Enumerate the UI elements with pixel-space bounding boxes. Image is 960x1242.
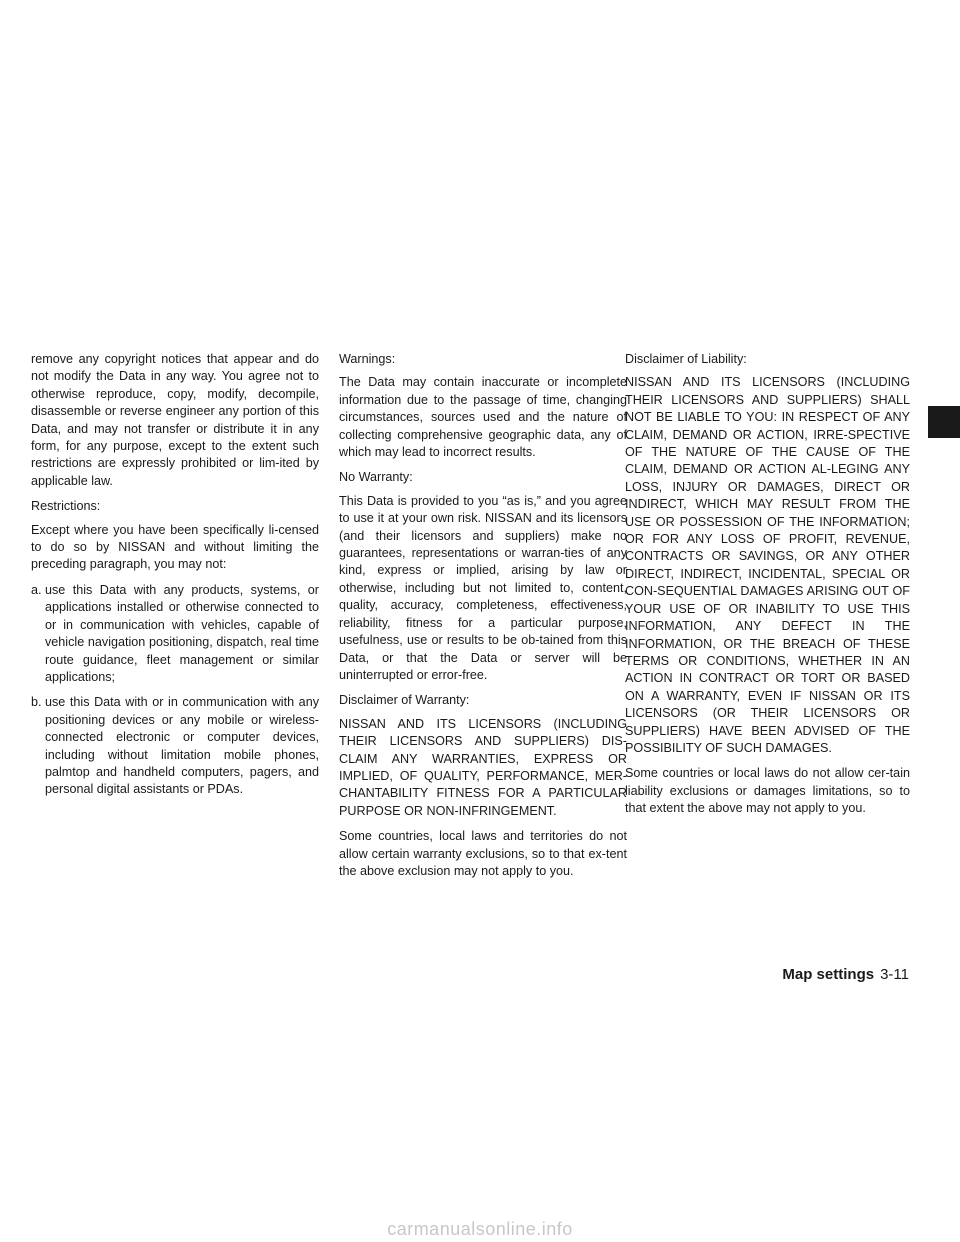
page-footer (782, 966, 909, 983)
list-item-a (31, 582, 319, 686)
list-marker: b. (31, 695, 42, 710)
paragraph-some-countries-warranty: Some countries, local laws and territories do not allow certain warranty exclusions, so to that ex-tent the above exclusion may not apply to you. (339, 829, 627, 878)
watermark: carmanualsonline.info (387, 1219, 573, 1239)
paragraph-warnings: The Data may contain inaccurate or incomplete information due to the passage of time, changing circumstances, sources used and the nature of collecting comprehensive geographic data, any of which may lead to incorrect results. (339, 375, 627, 460)
footer-section-title: Map settings (782, 966, 875, 983)
column-1 (31, 351, 319, 807)
paragraph-some-countries-liability: Some countries or local laws do not allow cer-tain liability exclusions or damages limitations, so to that extent the above may not apply to you. (625, 766, 910, 816)
list-item-b (31, 694, 319, 798)
column-2 (339, 351, 627, 888)
heading-no-warranty: No Warranty: (339, 470, 413, 485)
heading-restrictions: Restrictions: (31, 499, 101, 514)
paragraph-liability: NISSAN AND ITS LICENSORS (INCLUDING THEIR LICENSORS AND SUPPLIERS) SHALL NOT BE LIABLE TO YOU: IN RESPECT OF ANY CLAIM, DEMAND OR ACTION, IRRE-SPECTIVE OF THE NATURE OF THE CAUSE OF THE CLAIM, DEMAND OR ACTION AL-LEGING ANY LOSS, INJURY OR DAMAGES, DIRECT OR INDIRECT, WHICH MAY RESULT FROM THE USE OR POSSESSION OF THE INFORMATION; OR FOR ANY LOSS OF PROFIT, REVENUE, CONTRACTS OR SAVINGS, OR ANY OTHER DIRECT, INDIRECT, INCIDENTAL, SPECIAL OR CON-SEQUENTIAL DAMAGES ARISING OUT OF YOUR USE OF OR INABILITY TO USE THIS INFORMATION, ANY DEFECT IN THE INFORMATION, OR THE BREACH OF THESE TERMS OR CONDITIONS, WHETHER IN AN ACTION IN CONTRACT OR TORT OR BASED ON A WARRANTY, EVEN IF NISSAN OR ITS LICENSORS (OR THEIR LICENSORS OR SUPPLIERS) HAVE BEEN ADVISED OF THE POSSIBILITY OF SUCH DAMAGES. (625, 375, 910, 755)
paragraph-copyright: remove any copyright notices that appear and do not modify the Data in any way. You agree not to otherwise reproduce, copy, modify, decompile, disassemble or reverse engineer any portion of this Data, and may not transfer or distribute it in any form, for any purpose, except to the extent such restrictions are expressly prohibited or lim-ited by applicable law. (31, 352, 319, 488)
page-number: 3-11 (880, 966, 909, 983)
paragraph-disclaimer-warranty: NISSAN AND ITS LICENSORS (INCLUDING THEIR LICENSORS AND SUPPLIERS) DIS-CLAIM ANY WARRANTIES, EXPRESS OR IMPLIED, OF QUALITY, PERFORMANCE, MER-CHANTABILITY FITNESS FOR A PARTICULAR PURPOSE OR NON-INFRINGEMENT. (339, 716, 627, 818)
list-text: use this Data with any products, systems, or applications installed or otherwise connected to or in communication with vehicles, capable of vehicle navigation positioning, dispatch, real time route guidance, fleet management or similar applications; (45, 582, 319, 684)
column-3 (625, 351, 910, 826)
heading-disclaimer-of-warranty: Disclaimer of Warranty: (339, 693, 470, 708)
paragraph-no-warranty: This Data is provided to you “as is,” and you agree to use it at your own risk. NISSAN and its licensors (and their licensors and suppliers) make no guarantees, representations or warran-ties of any kind, express or implied, arising by law or otherwise, including but not limited to, content, quality, accuracy, completeness, effectiveness, reliability, fitness for a particular purpose, usefulness, use or results to be ob-tained from this Data, or that the Data or server will be uninterrupted or error-free. (339, 493, 627, 682)
heading-disclaimer-of-liability: Disclaimer of Liability: (625, 352, 747, 366)
list-marker: a. (31, 582, 42, 597)
list-text: use this Data with or in communication with any positioning devices or any mobile or wireless-connected electronic or computer devices, including without limitation mobile phones, palmtop and handheld computers, pagers, and personal digital assistants or PDAs. (45, 695, 319, 797)
section-tab-marker (928, 406, 960, 438)
paragraph-except: Except where you have been specifically li-censed to do so by NISSAN and without limiting the preceding paragraph, you may not: (31, 522, 319, 572)
heading-warnings: Warnings: (339, 352, 396, 366)
